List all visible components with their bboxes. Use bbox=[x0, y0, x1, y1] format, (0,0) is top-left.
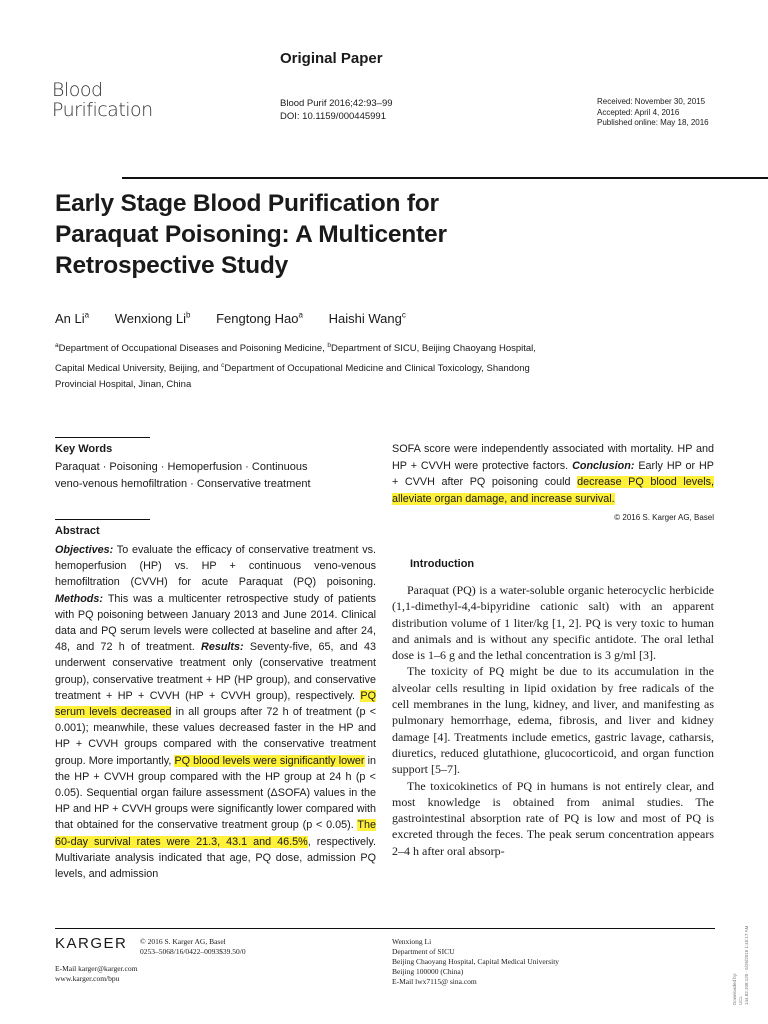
keywords-rule bbox=[55, 437, 150, 438]
journal-logo bbox=[52, 80, 162, 120]
logo-line2: Purification bbox=[52, 99, 153, 121]
abstract-rule bbox=[55, 519, 150, 520]
abstract-heading: Abstract bbox=[55, 525, 100, 537]
author: An Li$^a$ bbox=[55, 311, 90, 327]
citation-line: Blood Purif 2016;42:93–99 bbox=[280, 98, 393, 109]
article-dates bbox=[597, 97, 709, 129]
author-email[interactable]: E-Mail lwx7115@ sina.com bbox=[392, 977, 477, 986]
logo-line1: Blood bbox=[52, 79, 103, 101]
title-rule bbox=[122, 177, 768, 179]
keywords-list: Paraquat · Poisoning · Hemoperfusion · Continuous veno-venous hemofiltration · Conservative treatment bbox=[55, 461, 311, 490]
paragraph: Paraquat (PQ) is a water-soluble organic heterocyclic herbicide (1,1-dimethyl-4,4-bipyridine cationic salt) with an apparent distribution volume of 1 liter/kg [1, 2]. PQ is very toxic to human and animals and is without any specific antidote. The oral lethal dose is 1–6 g and the lethal concentration is 3 g/ml [3]. bbox=[392, 583, 714, 663]
download-stamp: Downloaded by: UCL 144.82.108.120 - 5/26/2016 1:45:17 AM bbox=[732, 925, 749, 1005]
author-list bbox=[55, 311, 428, 326]
citation bbox=[280, 97, 393, 123]
highlight: PQ serum levels decreased bbox=[55, 689, 376, 719]
footer-rule bbox=[55, 928, 715, 929]
publisher-email[interactable]: E-Mail karger@karger.com bbox=[55, 964, 138, 973]
author: Wenxiong Li$^b$ bbox=[114, 311, 191, 327]
introduction-heading: Introduction bbox=[410, 558, 475, 570]
accepted-date: Accepted: April 4, 2016 bbox=[597, 107, 680, 117]
published-date: Published online: May 18, 2016 bbox=[597, 118, 709, 127]
doi-line[interactable]: DOI: 10.1159/000445991 bbox=[280, 111, 386, 122]
introduction-body bbox=[392, 582, 714, 859]
abstract-copyright: © 2016 S. Karger AG, Basel bbox=[614, 513, 714, 522]
received-date: Received: November 30, 2015 bbox=[597, 97, 706, 106]
correspondence: Wenxiong Li Department of SICU Beijing Chaoyang Hospital, Capital Medical University Beijing 100000 (China) E-Mail lwx7115@ sina.com bbox=[392, 937, 560, 986]
title-line: Paraquat Poisoning: A Multicenter bbox=[55, 221, 447, 248]
highlight: The 60-day survival rates were 21.3, 43.1 and 46.5% bbox=[55, 819, 376, 848]
title-line: Retrospective Study bbox=[55, 252, 289, 279]
title-line: Early Stage Blood Purification for bbox=[55, 190, 439, 217]
publisher-website[interactable]: www.karger.com/bpu bbox=[55, 974, 120, 983]
author: Fengtong Hao$^a$ bbox=[216, 311, 303, 327]
abstract-body: Objectives: To evaluate the efficacy of conservative treatment vs. hemoperfusion (HP) vs. HP + continuous veno-venous hemofiltration (CVVH) for acute Paraquat (PQ) poisoning. Methods: This was a multicenter retrospective study of patients with PQ poisoning between January 2013 and June 2014. Clinical data and PQ serum levels were collected at baseline and after 24, 48, and 72 h of treatment. Results: Seventy-five, 65, and 43 underwent conservative treatment only (conservative treatment group), conservative treatment + HP (HP group), and conservative treatment + HP + CVVH (HP + CVVH group), respectively. PQ serum levels decreased in all groups after 72 h of treatment (p < 0.001); meanwhile, these values decreased faster in the HP and HP + CVVH groups compared with the conservative treatment group. More importantly, PQ blood levels were significantly lower in the HP + CVVH group compared with the HP group at 24 h (p < 0.05). Sequential organ failure assessment (ΔSOFA) values in the HP and HP + CVVH groups were significantly lower compared with that obtained for the conservative treatment group (p < 0.05). The 60-day survival rates were 21.3, 43.1 and 46.5%, respectively. Multivariate analysis indicated that age, PQ dose, admission PQ levels, and admission bbox=[55, 544, 377, 881]
footer-contact-publisher bbox=[55, 964, 137, 984]
affiliations: $^a$Department of Occupational Diseases and Poisoning Medicine, $^b$Department of SICU, Beijing Chaoyang Hospital, Capital Medical University, Beijing, and $^c$Department of Occupational Medicine and Clinical Toxicology, Shandong Provincial Hospital, Jinan, China bbox=[55, 342, 536, 391]
highlight: decrease PQ blood levels, alleviate organ damage, and increase survival. bbox=[392, 476, 714, 505]
author: Haishi Wang$^c$ bbox=[328, 311, 406, 327]
publisher-logo: KARGER bbox=[55, 935, 128, 952]
abstract-continued: SOFA score were independently associated with mortality. HP and HP + CVVH were protective factors. Conclusion: Early HP or HP + CVVH after PQ poisoning could decrease PQ blood levels, alleviate organ damage, and increase survival. bbox=[392, 443, 715, 505]
keywords-heading: Key Words bbox=[55, 443, 113, 455]
article-title bbox=[55, 188, 615, 281]
footer-copyright: © 2016 S. Karger AG, Basel 0253–5068/16/0422–0093$39.50/0 bbox=[140, 937, 246, 956]
section-label: Original Paper bbox=[280, 50, 383, 67]
highlight: PQ blood levels were significantly lower bbox=[174, 754, 365, 767]
paragraph: The toxicokinetics of PQ in humans is not entirely clear, and most knowledge is obtained from animal studies. The gastrointestinal absorption rate of PQ is low and most of PQ is excreted through the feces. The peak serum concentration appears 2–4 h after oral absorp- bbox=[392, 778, 714, 858]
paragraph: The toxicity of PQ might be due to its accumulation in the alveolar cells resulting in lipid oxidation by free radicals of the cell membranes in the lung, kidney, and liver, and manifesting as pulmonary hemorrhage, edema, fibrosis, and liver and kidney damage [4]. Treatments include emetics, gastric lavage, catharsis, diuretics, reduced glutathione, glucocorticoid, and organ function support [5–7]. bbox=[392, 664, 714, 777]
